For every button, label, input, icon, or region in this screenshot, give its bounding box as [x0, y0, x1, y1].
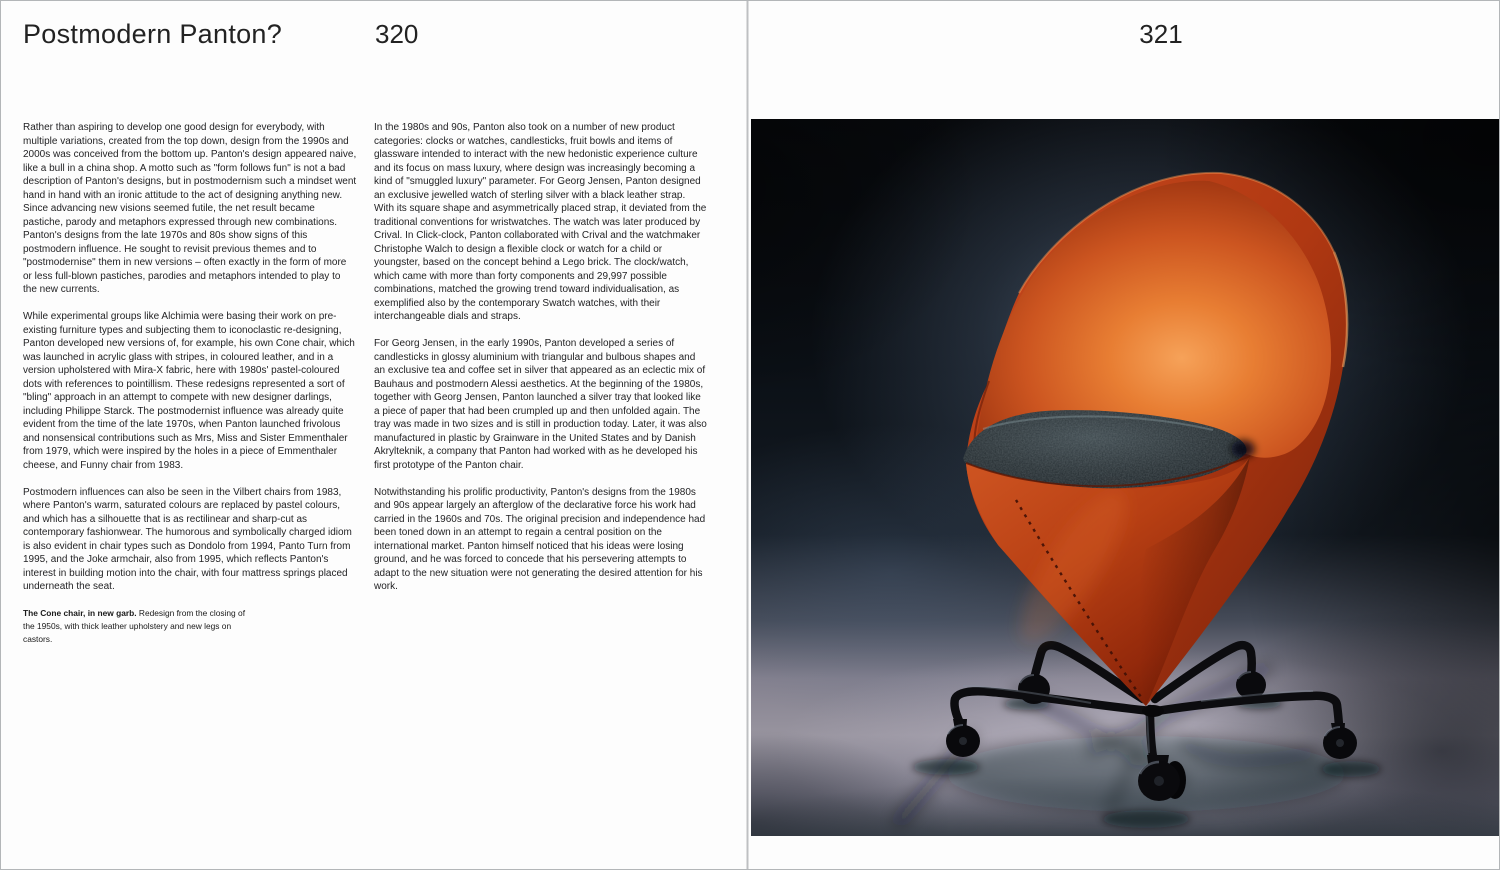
caption-text: Redesign from the closing of the 1950s, with thick leather upholstery and new legs on castors.	[23, 608, 246, 645]
photo-caption	[23, 607, 251, 647]
page-title: Postmodern Panton?	[23, 19, 283, 49]
left-column	[23, 121, 357, 660]
body-paragraph: For Georg Jensen, in the early 1990s, Panton developed a series of candlesticks in glossy aluminium with triangular and bulbous shapes and an exclusive tea and coffee set in silver that appeared as an eclectic mix of Bauhaus and postmodern Alessi aesthetics. At the beginning of the 1980s, together with Georg Jensen, Panton launched a silver tray that looked like a piece of paper that had been crumpled up and then unfolded again. The tray was made in two sizes and is still in production today. Later, it was also manufactured in plastic by Grainware in the United States and by Danish Akrylteknik, a company that Panton had worked with as he developed his first prototype of the Panton chair.	[374, 338, 707, 471]
base-hub	[1142, 705, 1164, 717]
cone-chair-illustration	[751, 119, 1500, 836]
page-gutter	[746, 1, 749, 870]
caption-lead: The Cone chair, in new garb.	[23, 608, 137, 618]
left-page-number: 320	[375, 19, 419, 49]
body-paragraph: Rather than aspiring to develop one good design for everybody, with multiple variations, created from the top down, design from the 1990s and 2000s was conceived from the bottom up. Panton's design appeared naive, like a bull in a china shop. A motto such as "form follows fun" is not a bad description of Panton's designs, but in postmodernism such a mindset went hand in hand with an ironic attitude to the act of designing anything new. Since advancing new visions seemed futile, the net result became pastiche, parody and metaphors expressed through new combinations. Panton's designs from the late 1970s and 80s show signs of this postmodern influence. He sought to revisit previous themes and to "postmodernise" them in new versions – often exactly in the form of more or less full-blown pastiches, parodies and metaphors intended to play to the new currents.	[23, 122, 357, 295]
body-paragraph: In the 1980s and 90s, Panton also took on a number of new product categories: clocks or watches, candlesticks, fruit bowls and items of glassware intended to interact with the new hedonistic experience culture and its focus on mass luxury, where design was increasingly becoming a kind of "smuggled luxury" parameter. For Georg Jensen, Panton designed an exclusive jewelled watch of sterling silver with a black leather strap. With its square shape and asymmetrically placed strap, it deviated from the traditional conventions for wristwatches. The watch was later produced by Crival. In Click-clock, Panton collaborated with Crival and the watchmaker Christophe Walch to design a flexible clock or watch for a child or youngster, based on the concept behind a Lego brick. The clock/watch, which came with more than forty components and 29,997 possible combinations, matched the growing trend toward individualisation, as exemplified also by the contemporary Swatch watches, with their interchangeable dials and straps.	[374, 122, 707, 322]
body-paragraph: While experimental groups like Alchimia were basing their work on pre-existing furniture types and subjecting them to iconoclastic re-designing, Panton developed new versions of, for example, his own Cone chair, which was launched in acrylic glass with stripes, in coloured leather, and in a version upholstered with Mira-X fabric, here with 1980s' pastel-coloured dots with references to pointillism. These redesigns represented a sort of "bling" approach in an attempt to compete with new designer darlings, including Philippe Starck. The postmodernist influence was already quite evident from the time of the late 1970s, when Panton launched frivolous and nonsensical contributions such as Mrs, Miss and Sister Emmenthaler from 1979, which were inspired by the holes in a piece of Emmenthaler cheese, and Funny chair from 1983.	[23, 311, 355, 471]
cone-chair-photo	[751, 119, 1500, 836]
body-paragraph: Notwithstanding his prolific productivity, Panton's designs from the 1980s and 90s appear largely an afterglow of the declarative force his work had carried in the 1960s and 70s. The original precision and independence had been toned down in an attempt to regain a central position on the international market. Panton himself noticed that his ideas were losing ground, and he was forced to concede that his persevering attempts to adapt to the new situation were not generating the desired attention for his work.	[374, 486, 706, 592]
body-paragraph: Postmodern influences can also be seen in the Vilbert chairs from 1983, where Panton's warm, saturated colours are replaced by pastel colours, and which has a silhouette that is as rectilinear and sharp-cut as contemporary fashionwear. The humorous and symbolically charged idiom is also evident in chair types such as Dondolo from 1994, Panto Turn from 1995, and the Joke armchair, also from 1995, which reflects Panton's interest in building motion into the chair, with four mattress springs placed underneath the seat.	[23, 486, 352, 592]
right-page-number: 321	[1139, 19, 1183, 49]
right-column	[374, 121, 708, 607]
